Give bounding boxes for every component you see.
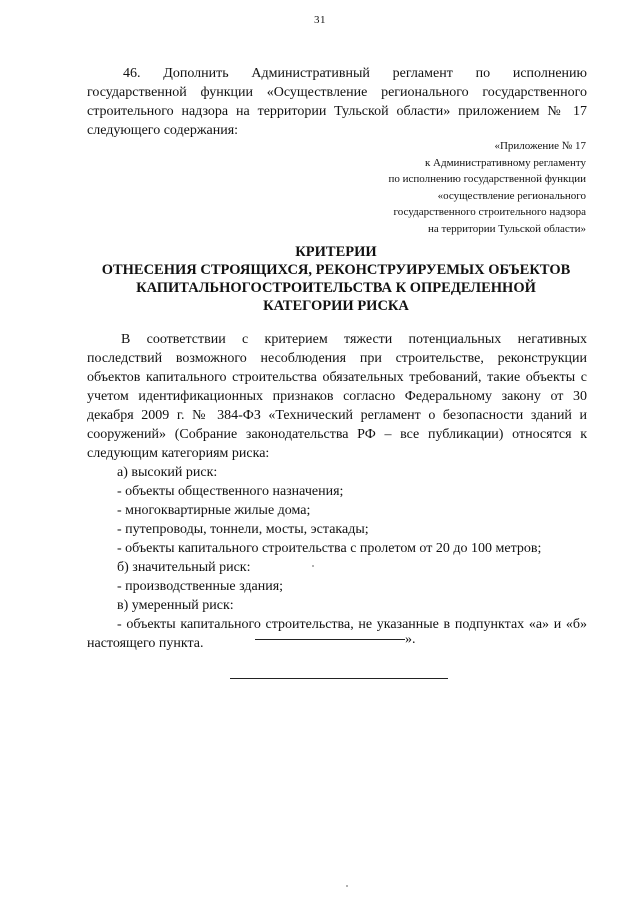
page-number: 31: [314, 14, 326, 26]
last-list-item: - объекты капитального строительства, не указанные в подпунктах «а» и «б» настоящего пункта.: [87, 617, 587, 651]
appendix-line: «Приложение № 17: [494, 140, 586, 152]
title-line: КАПИТАЛЬНОГОСТРОИТЕЛЬСТВА К ОПРЕДЕЛЕННОЙ: [136, 280, 536, 296]
title-line: ОТНЕСЕНИЯ СТРОЯЩИХСЯ, РЕКОНСТРУИРУЕМЫХ ОБЪЕКТОВ: [101, 262, 571, 278]
list-item: а) высокий риск:: [117, 465, 218, 480]
list-item: б) значительный риск:: [117, 560, 251, 575]
appendix-line: на территории Тульской области»: [427, 222, 586, 235]
bottom-divider: [230, 678, 448, 679]
title-line: КРИТЕРИИ: [295, 244, 377, 260]
title-line: КАТЕГОРИИ РИСКА: [263, 298, 409, 314]
appendix-line: «осуществление регионального: [437, 189, 586, 202]
document-title: [80, 243, 592, 315]
closing-underline: [255, 639, 405, 640]
criteria-body: [87, 330, 587, 653]
appendix-line: к Административному регламенту: [424, 156, 586, 169]
list-item: - многоквартирные жилые дома;: [117, 503, 311, 518]
list-item: - производственные здания;: [117, 579, 284, 594]
paragraph-46: [87, 64, 587, 140]
list-item: - объекты общественного назначения;: [117, 484, 344, 499]
closing-quote: [255, 630, 416, 649]
appendix-line: по исполнению государственной функции: [388, 173, 586, 185]
list-item: - объекты капитального строительства с пролетом от 20 до 100 метров;: [117, 541, 542, 556]
list-item: в) умеренный риск:: [117, 598, 234, 613]
appendix-line: государственного строительного надзора: [393, 206, 586, 218]
scan-speck: [312, 565, 314, 567]
appendix-header: [286, 138, 586, 237]
paragraph-46-first-line: 46. Дополнить Административный регламент по исполнению: [123, 66, 587, 81]
list-item: - путепроводы, тоннели, мосты, эстакады;: [117, 522, 369, 537]
paragraph-46-text: государственной функции «Осуществление регионального государственного строительного надзора на территории Тульской области» приложением № 17 следующего содержания:: [87, 85, 587, 138]
scan-speck: [346, 885, 348, 887]
intro-paragraph: В соответствии с критерием тяжести потенциальных негативных последствий возможного несоблюдения при строительстве, реконструкции объектов капитального строительства обязательных требований, такие объекты с учетом идентификационных признаков согласно Федеральному закону от 30 декабря 2009 г. № 384-ФЗ «Технический регламент о безопасности зданий и сооружений» (Собрание законодательства РФ – все публикации) относятся к следующим категориям риска:: [87, 332, 587, 461]
closing-mark: ».: [405, 632, 416, 647]
